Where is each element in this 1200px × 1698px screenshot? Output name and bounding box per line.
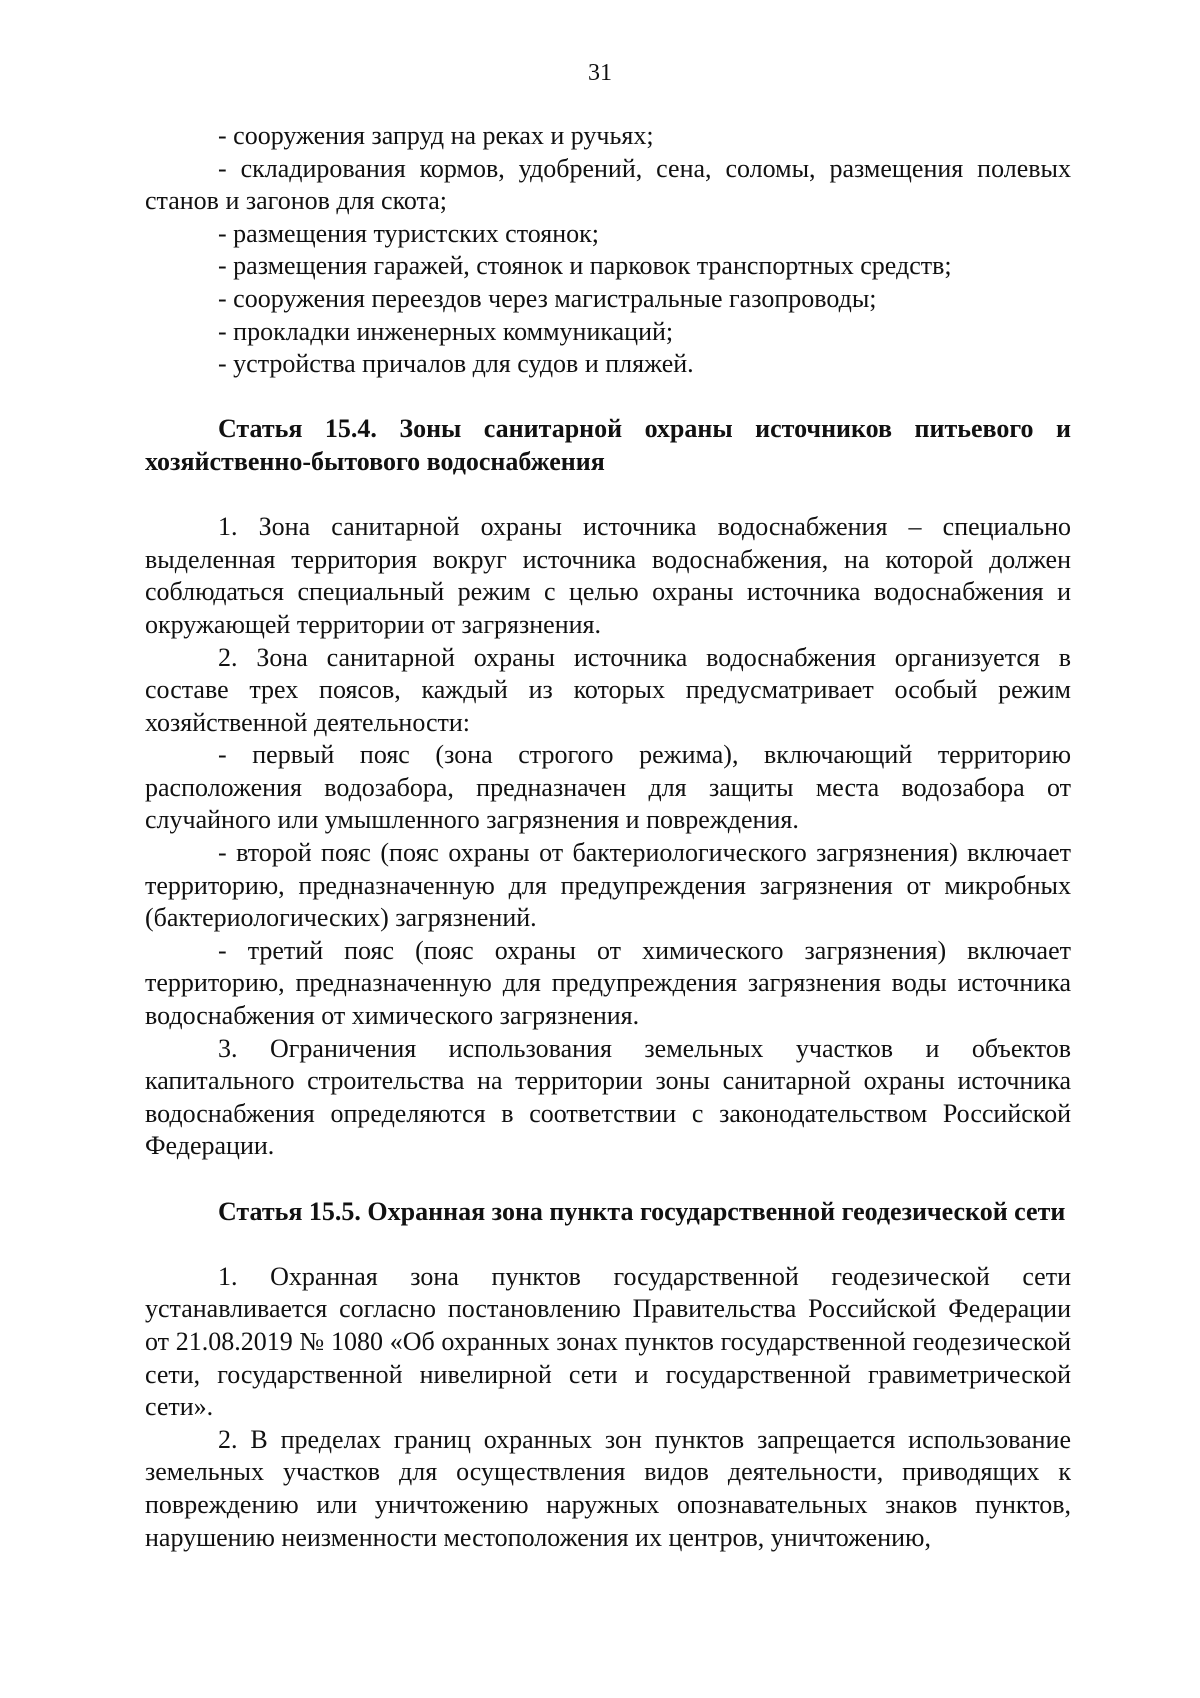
paragraph: 2. Зона санитарной охраны источника водоснабжения организуется в составе трех поясов, каждый из которых предусматривает особый режим хозяйственной деятельности: [145, 642, 1071, 737]
list-item: - прокладки инженерных коммуникаций; [218, 316, 674, 346]
section-15-5 [145, 1196, 1071, 1555]
page-content [145, 120, 1071, 1554]
list-item: - размещения гаражей, стоянок и парковок транспортных средств; [218, 251, 952, 281]
paragraph: 1. Зона санитарной охраны источника водоснабжения – специально выделенная территория вокруг источника водоснабжения, на которой должен соблюдаться специальный режим с целью охраны источника водоснабжения и окружающей территории от загрязнения. [145, 512, 1071, 639]
paragraph: - второй пояс (пояс охраны от бактериологического загрязнения) включает территорию, предназначенную для предупреждения загрязнения от микробных (бактериологических) загрязнений. [145, 838, 1071, 933]
paragraph: - третий пояс (пояс охраны от химического загрязнения) включает территорию, предназначенную для предупреждения загрязнения воды источника водоснабжения от химического загрязнения. [145, 935, 1071, 1031]
list-item: - сооружения запруд на реках и ручьях; [218, 121, 654, 150]
spacer [145, 1163, 1071, 1196]
list-item: - устройства причалов для судов и пляжей. [218, 349, 694, 379]
list-item: - размещения туристских стоянок; [218, 218, 599, 248]
section-heading: Статья 15.4. Зоны санитарной охраны источников питьевого и хозяйственно-бытового водоснабжения [145, 414, 1071, 476]
page-number: 31 [588, 60, 612, 86]
list-item: - сооружения переездов через магистральные газопроводы; [218, 283, 877, 313]
spacer [145, 381, 1071, 414]
paragraph: 3. Ограничения использования земельных участков и объектов капитального строительства на территории зоны санитарной охраны источника водоснабжения определяются в соответствии с законодательством Российской Федерации. [145, 1033, 1071, 1161]
paragraph: - первый пояс (зона строгого режима), включающий территорию расположения водозабора, предназначен для защиты места водозабора от случайного или умышленного загрязнения и повреждения. [145, 740, 1071, 835]
section-15-4 [145, 413, 1071, 1163]
spacer [145, 479, 1071, 512]
section-heading: Статья 15.5. Охранная зона пункта государственной геодезической сети [218, 1196, 1066, 1226]
paragraph: 1. Охранная зона пунктов государственной геодезической сети устанавливается согласно постановлению Правительства Российской Федерации от 21.08.2019 № 1080 «Об охранных зонах пунктов государственной геодезической сети, государственной нивелирной сети и государственной гравиметрической сети». [145, 1261, 1071, 1422]
restrictions-list [145, 120, 1071, 381]
paragraph: 2. В пределах границ охранных зон пунктов запрещается использование земельных участков для осуществления видов деятельности, приводящих к повреждению или уничтожению наружных опознавательных знаков пунктов, нарушению неизменности местоположения их центров, уничтожению, [145, 1424, 1071, 1552]
spacer [145, 1228, 1071, 1261]
list-item: - складирования кормов, удобрений, сена, соломы, размещения полевых станов и загонов для скота; [145, 153, 1071, 216]
